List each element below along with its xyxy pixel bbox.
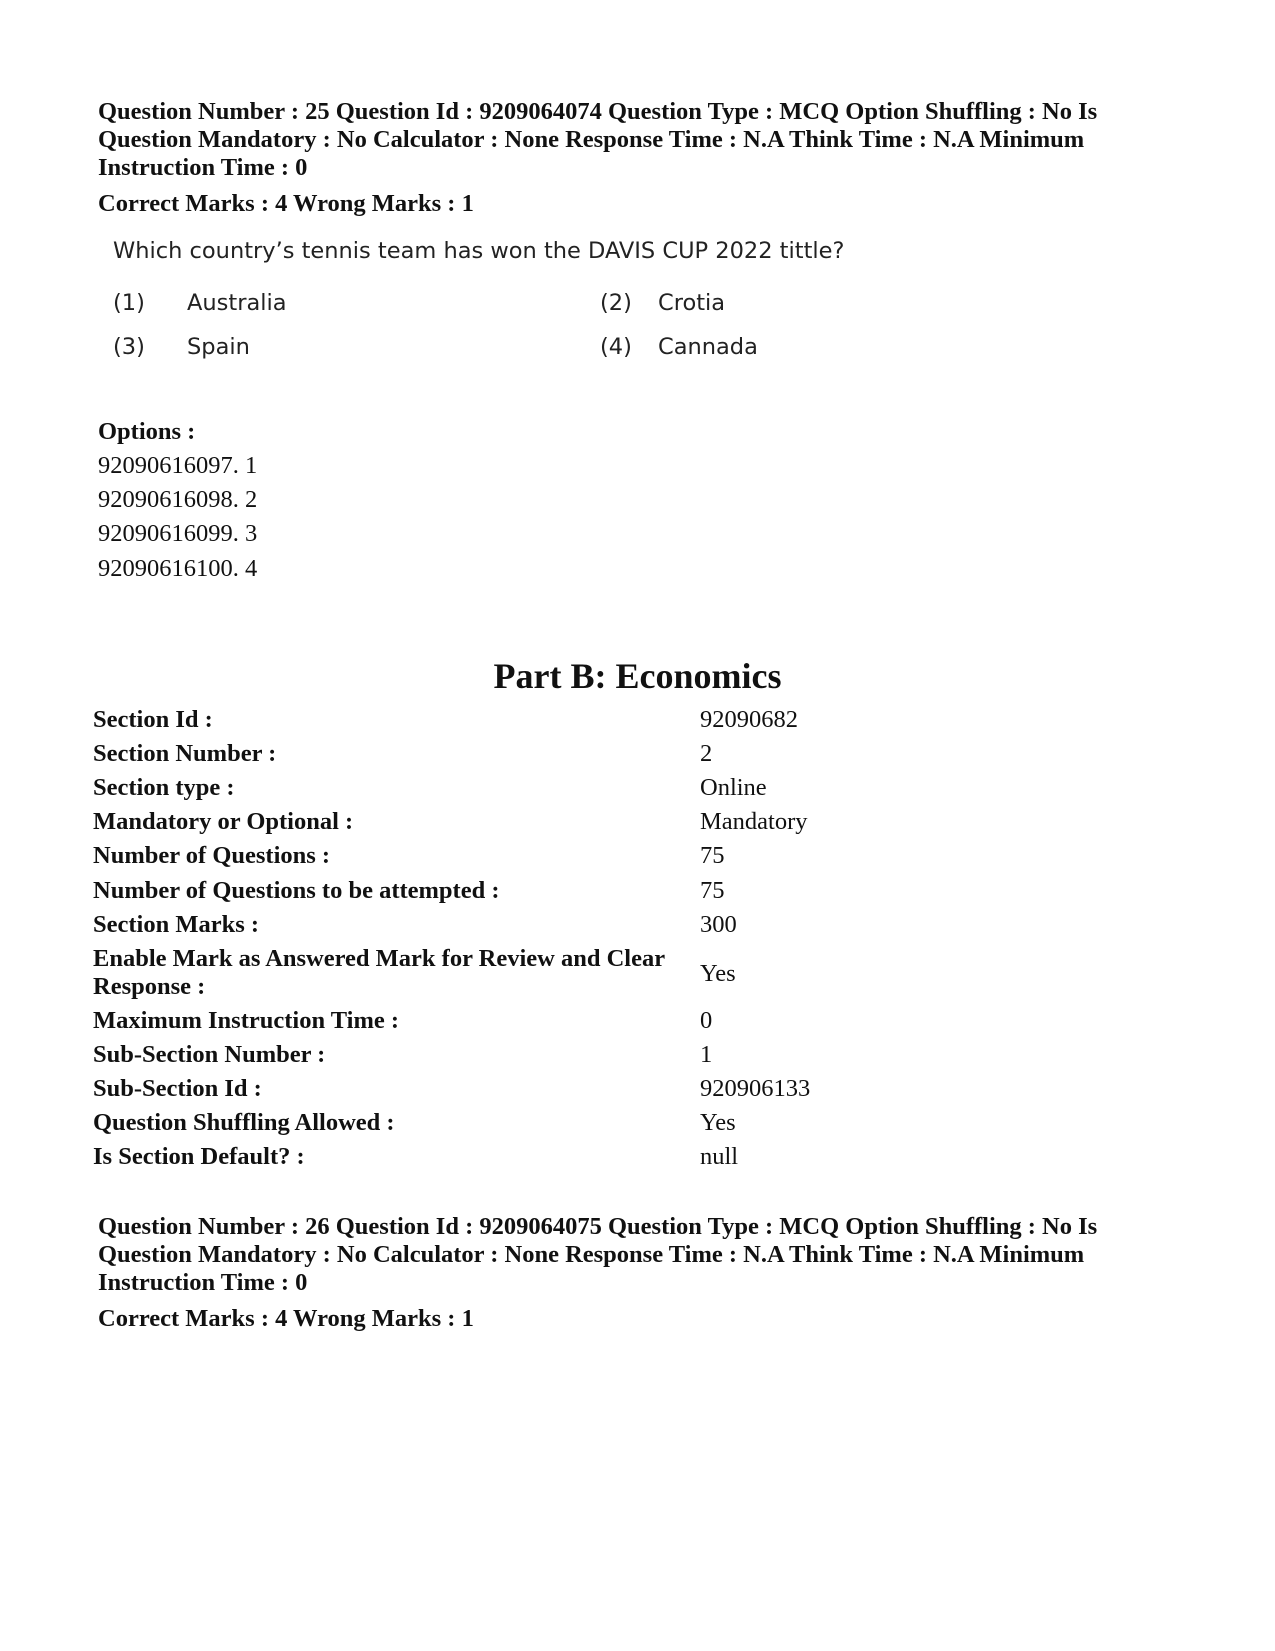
section-row-label: Number of Questions : xyxy=(93,842,331,869)
section-row-label: Sub-Section Id : xyxy=(93,1075,262,1102)
choice-text: Cannada xyxy=(658,334,758,360)
option-id-line: 92090616098. 2 xyxy=(98,486,258,513)
question-26-header: Question Number : 26 Question Id : 9209064075 Question Type : MCQ Option Shuffling : No Is Question Mandatory : No Calculator : None Response Time : N.A Think Time : N.A Minimum Instruction Time : 0 xyxy=(98,1213,1098,1296)
question-25-header: Question Number : 25 Question Id : 9209064074 Question Type : MCQ Option Shuffling : No Is Question Mandatory : No Calculator : None Response Time : N.A Think Time : N.A Minimum Instruction Time : 0 xyxy=(98,98,1098,181)
option-id-line: 92090616100. 4 xyxy=(98,555,258,582)
section-row-label: Section Id : xyxy=(93,706,213,733)
choice-text: Crotia xyxy=(658,290,726,316)
section-row-label: Question Shuffling Allowed : xyxy=(93,1109,395,1136)
option-id-line: 92090616097. 1 xyxy=(98,452,258,479)
section-row-label: Section Marks : xyxy=(93,911,260,938)
section-row-label: Mandatory or Optional : xyxy=(93,808,354,835)
section-row-value: 300 xyxy=(700,911,737,938)
section-row-label: Is Section Default? : xyxy=(93,1143,305,1170)
section-row-value: 92090682 xyxy=(700,706,798,733)
section-row-value: 920906133 xyxy=(700,1075,811,1102)
section-row-value: 0 xyxy=(700,1007,713,1034)
options-title: Options : xyxy=(98,418,196,445)
question-25-choice-4 xyxy=(600,334,758,360)
choice-number: (1) xyxy=(113,290,145,316)
choice-number: (4) xyxy=(600,334,632,360)
choice-text: Spain xyxy=(187,334,250,360)
section-row-label: Section Number : xyxy=(93,740,277,767)
section-row-label: Sub-Section Number : xyxy=(93,1041,326,1068)
section-row-value: Online xyxy=(700,774,767,801)
choice-number: (2) xyxy=(600,290,632,316)
section-row-value: 75 xyxy=(700,842,725,869)
section-title: Part B: Economics xyxy=(493,656,782,696)
question-26-marks: Correct Marks : 4 Wrong Marks : 1 xyxy=(98,1305,474,1332)
section-row-value: Yes xyxy=(700,1109,736,1136)
question-25-text: Which country’s tennis team has won the DAVIS CUP 2022 tittle? xyxy=(113,238,845,264)
choice-text: Australia xyxy=(187,290,287,316)
choice-number: (3) xyxy=(113,334,145,360)
section-row-value: 75 xyxy=(700,877,725,904)
option-id-line: 92090616099. 3 xyxy=(98,520,258,547)
question-25-choice-1 xyxy=(113,290,287,316)
section-row-label: Enable Mark as Answered Mark for Review and Clear Response : xyxy=(93,945,665,1000)
section-row-value: null xyxy=(700,1143,739,1170)
section-row-value: 1 xyxy=(700,1041,713,1068)
section-row-label: Section type : xyxy=(93,774,235,801)
question-25-marks: Correct Marks : 4 Wrong Marks : 1 xyxy=(98,190,474,217)
section-row-value: 2 xyxy=(700,740,713,767)
question-25-choice-3 xyxy=(113,334,250,360)
section-row-value: Mandatory xyxy=(700,808,808,835)
question-25-choice-2 xyxy=(600,290,725,316)
section-row-label: Maximum Instruction Time : xyxy=(93,1007,400,1034)
section-row-label: Number of Questions to be attempted : xyxy=(93,877,500,904)
section-row-value: Yes xyxy=(700,960,736,987)
